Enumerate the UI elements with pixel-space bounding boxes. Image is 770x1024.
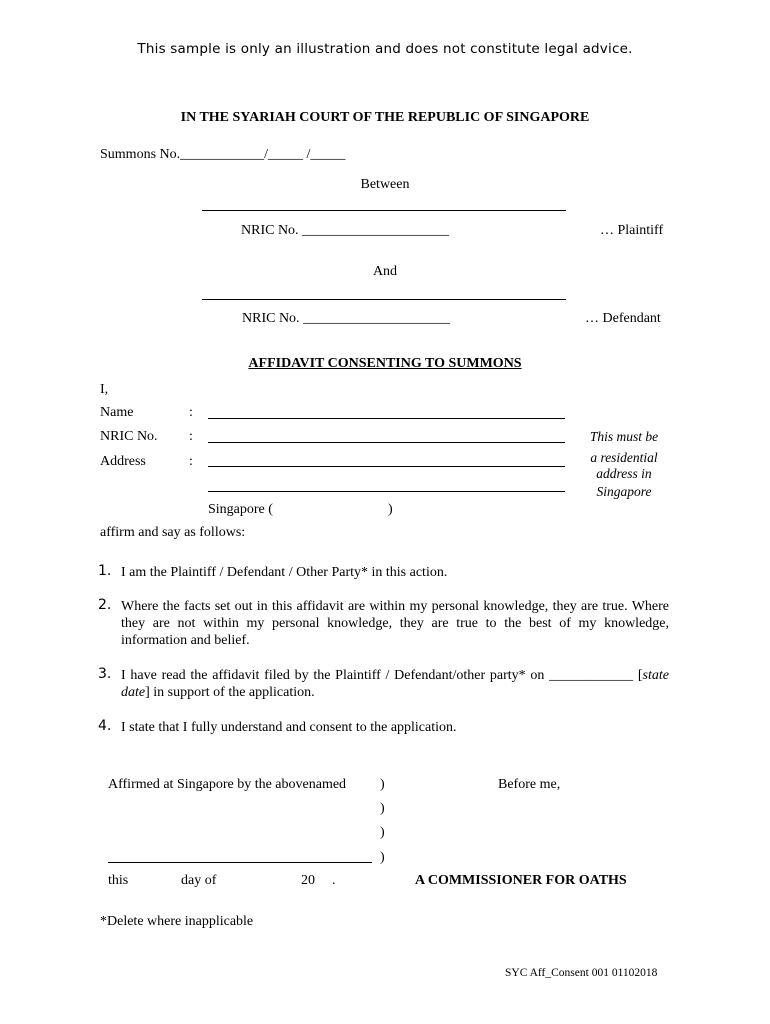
nric-colon: : (189, 429, 193, 444)
affirm-text: affirm and say as follows: (100, 525, 246, 540)
affirmed-text: Affirmed at Singapore by the abovenamed (108, 777, 347, 792)
before-me: Before me, (498, 777, 561, 792)
name-colon: : (189, 405, 193, 420)
defendant-nric: NRIC No. _____________________ (242, 311, 451, 326)
nric-label: NRIC No. (100, 429, 158, 444)
bracket-2: ) (380, 801, 385, 816)
defendant-label: … Defendant (585, 311, 661, 326)
item-3-number: 3. (98, 666, 112, 682)
address-label: Address (100, 454, 146, 469)
plaintiff-label: … Plaintiff (600, 223, 664, 238)
bracket-3: ) (380, 825, 385, 840)
item-4-number: 4. (98, 718, 112, 734)
defendant-name-line (202, 299, 566, 300)
court-title: IN THE SYARIAH COURT OF THE REPUBLIC OF SINGAPORE (180, 110, 590, 125)
singapore-label: Singapore ( (208, 502, 273, 517)
disclaimer: This sample is only an illustration and does not constitute legal advice. (137, 41, 633, 57)
bracket-1: ) (380, 777, 385, 792)
item-3-text: I have read the affidavit filed by the Plaintiff / Defendant/other party* on ____________ [state date] in support of the application. (121, 668, 669, 700)
address-colon: : (189, 454, 193, 469)
item-4-text: I state that I fully understand and consent to the application. (121, 720, 457, 735)
document-reference: SYC Aff_Consent 001 01102018 (505, 967, 658, 979)
address-note-line4: Singapore (596, 484, 652, 499)
bracket-4: ) (380, 850, 385, 865)
item-1-number: 1. (98, 563, 112, 579)
name-label: Name (100, 405, 134, 420)
between-label: Between (360, 177, 410, 192)
affidavit-title: AFFIDAVIT CONSENTING TO SUMMONS (248, 356, 522, 371)
summons-number: Summons No.____________/_____ /_____ (100, 147, 346, 162)
nric-field-line (208, 442, 565, 443)
name-field-line (208, 418, 565, 419)
deponent-signature-line (108, 862, 372, 863)
address-note-line3: address in (596, 466, 652, 481)
address-field-line-2 (208, 491, 565, 492)
this-label: this (108, 873, 129, 888)
year-period: . (332, 873, 336, 888)
footnote: *Delete where inapplicable (100, 914, 254, 929)
plaintiff-name-line (202, 210, 566, 211)
commissioner-title: A COMMISSIONER FOR OATHS (415, 873, 627, 888)
address-note-line2: a residential (590, 450, 658, 465)
day-of-label: day of (181, 873, 217, 888)
address-note-line1: This must be (589, 429, 659, 444)
item-2-number: 2. (98, 597, 112, 613)
address-field-line-1 (208, 466, 565, 467)
plaintiff-nric: NRIC No. _____________________ (241, 223, 450, 238)
and-label: And (372, 264, 398, 279)
deponent-intro: I, (100, 382, 109, 397)
singapore-close: ) (388, 502, 393, 517)
year-label: 20 (301, 873, 315, 888)
item-2-text: Where the facts set out in this affidavit are within my personal knowledge, they are true. Where they are not within my personal knowledge, they are true to the best of my knowledge, information and belief. (121, 599, 669, 648)
item-1-text: I am the Plaintiff / Defendant / Other Party* in this action. (121, 565, 448, 580)
